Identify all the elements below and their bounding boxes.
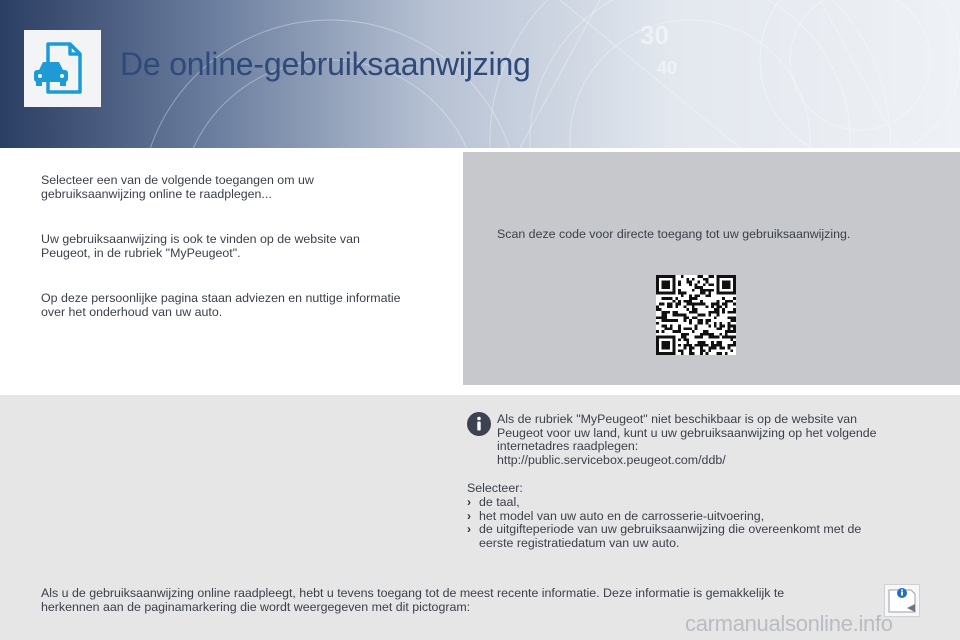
page-header xyxy=(0,0,960,148)
select-label: Selecteer: xyxy=(467,481,523,495)
manual-url-link[interactable]: http://public.servicebox.peugeot.com/ddb/ xyxy=(497,452,726,467)
intro-paragraph-2: Uw gebruiksaanwijzing is ook te vinden op de website van Peugeot, in de rubriek "MyPeugeot". xyxy=(41,232,360,260)
svg-text:30: 30 xyxy=(640,20,669,50)
qr-code-graphic xyxy=(656,275,736,355)
list-item: › de taal, xyxy=(467,495,520,509)
svg-text:40: 40 xyxy=(657,58,678,78)
qr-instruction: Scan deze code voor directe toegang tot uw gebruiksaanwijzing. xyxy=(497,227,851,241)
intro-text xyxy=(41,173,441,319)
intro-paragraph-3: Op deze persoonlijke pagina staan adviezen en nuttige informatie over het onderhoud van uw auto. xyxy=(41,291,401,319)
chevron-right-icon: › xyxy=(467,522,471,536)
info-note: Als de rubriek "MyPeugeot" niet beschikbaar is op de website van Peugeot voor uw land, kunt u uw gebruiksaanwijzing op het volgende internetadres raadplegen: http://public.servicebox.peugeot.com/ddb/ xyxy=(497,413,917,467)
qr-panel xyxy=(463,152,960,385)
list-item: › het model van uw auto en de carrosserie-uitvoering, xyxy=(467,508,765,523)
manual-logo xyxy=(24,30,101,107)
info-icon xyxy=(467,412,491,436)
chevron-right-icon: › xyxy=(467,495,471,509)
qr-code[interactable] xyxy=(656,275,736,355)
select-list xyxy=(467,496,927,550)
car-document-icon xyxy=(24,30,101,107)
page-title: De online-gebruiksaanwijzing xyxy=(120,46,531,82)
intro-paragraph-1: Selecteer een van de volgende toegangen om uw gebruiksaanwijzing online te raadplegen... xyxy=(41,173,314,201)
footer-note: Als u de gebruiksaanwijzing online raadpleegt, hebt u tevens toegang tot de meest recente informatie. Deze informatie is gemakkelijk te herkennen aan de paginamarkering die wordt weergegeven met dit pictogram: xyxy=(41,586,785,614)
watermark: carmanualsonline.info xyxy=(685,611,893,636)
list-item: › de uitgifteperiode van uw gebruiksaanwijzing die overeenkomt met de eerste registratiedatum van uw auto. xyxy=(467,522,862,550)
chevron-right-icon: › xyxy=(467,508,471,523)
